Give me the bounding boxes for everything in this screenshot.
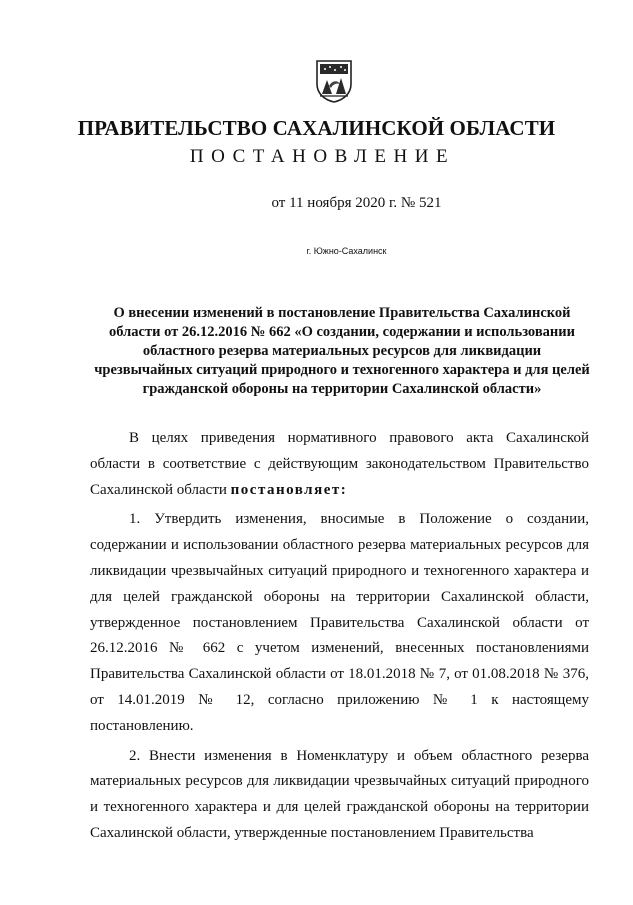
decree-word: постановляет: xyxy=(230,481,348,498)
intro-paragraph xyxy=(90,426,589,503)
item-1-paragraph: 1. Утвердить изменения, вносимые в Положение о создании, содержании и использовании областного резерва материальных ресурсов для ликвидации чрезвычайных ситуаций природного и техногенного характера и для целей гражданской обороны на территории Сахалинской области, утвержденное постановлением Правительства Сахалинской области от 26.12.2016 № 662 с учетом изменений, внесенных постановлениями Правительства Сахалинской области от 18.01.2018 № 7, от 01.08.2018 № 376, от 14.01.2019 № 12, согласно приложению № 1 к настоящему постановлению. xyxy=(90,511,589,734)
document-date-number: от 11 ноября 2020 г. № 521 xyxy=(271,195,442,211)
item-2-paragraph: 2. Внести изменения в Номенклатуру и объем областного резерва материальных ресурсов для ликвидации чрезвычайных ситуаций природного и техногенного характера и для целей гражданской обороны на территории Сахалинской области, утвержденные постановлением Правительства xyxy=(90,747,589,841)
government-name: ПРАВИТЕЛЬСТВО САХАЛИНСКОЙ ОБЛАСТИ xyxy=(77,116,556,140)
document-subject: О внесении изменений в постановление Правительства Сахалинской области от 26.12.2016 № 662 «О создании, содержании и использовании областного резерва материальных ресурсов для ликвидации чрезвычайных ситуаций природного и техногенного характера и для целей гражданской обороны на территории Сахалинской области» xyxy=(94,305,590,397)
document-body xyxy=(90,426,589,851)
coat-of-arms-icon xyxy=(314,58,354,104)
intro-text: В целях приведения нормативного правового акта Сахалинской области в соответствие с действующим законодательством Правительство Сахалинской области xyxy=(90,430,589,498)
document-city: г. Южно-Сахалинск xyxy=(306,246,387,256)
document-type: ПОСТАНОВЛЕНИЕ xyxy=(189,146,456,167)
